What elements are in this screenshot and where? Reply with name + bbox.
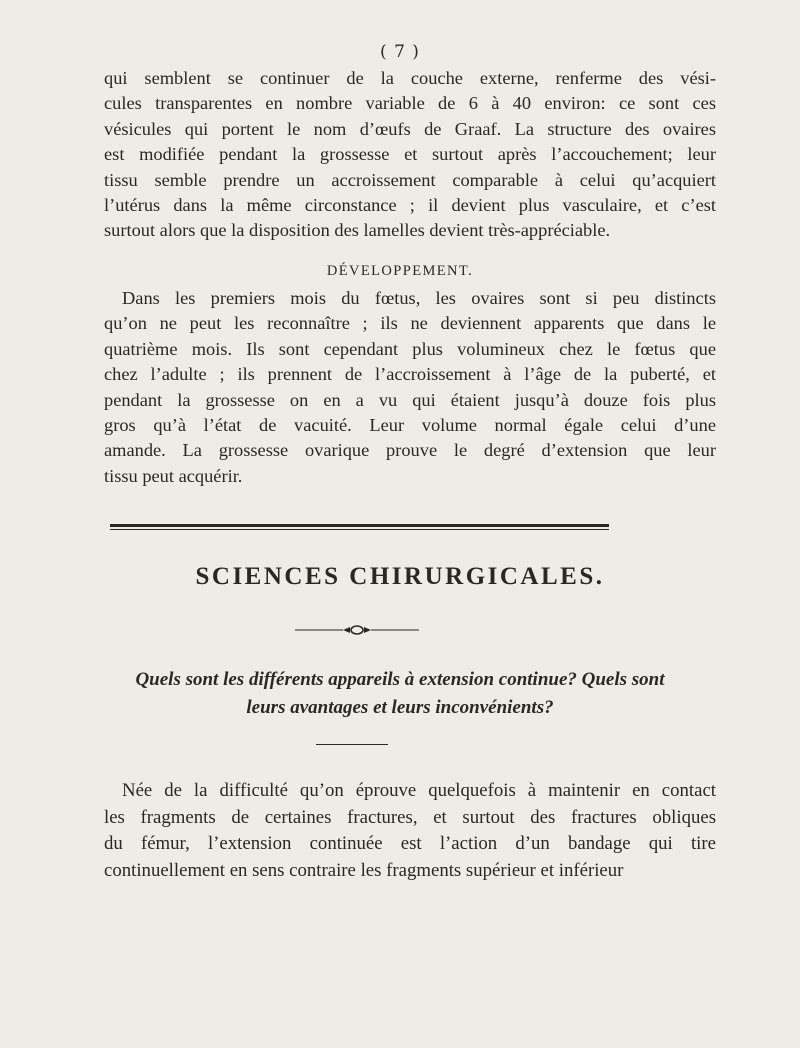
text-line: chez l’adulte ; ils prennent de l’accroissement à l’âge de la puberté, et xyxy=(104,364,716,385)
question-line: leurs avantages et leurs inconvénients? xyxy=(246,697,554,718)
page-number: ( 7 ) xyxy=(380,42,420,62)
text-line: quatrième mois. Ils sont cependant plus volumineux chez le fœtus que xyxy=(104,338,716,359)
text-line: qu’on ne peut les reconnaître ; ils ne deviennent apparents que dans le xyxy=(104,313,716,334)
text-line: tissu semble prendre un accroissement comparable à celui qu’acquiert xyxy=(104,169,716,190)
text-line: pendant la grossesse on en a vu qui étaient jusqu’à douze fois plus xyxy=(104,389,716,410)
short-rule-divider xyxy=(316,744,388,745)
text-line: est modifiée pendant la grossesse et surtout après l’accouchement; leur xyxy=(104,144,716,165)
text-line: du fémur, l’extension continuée est l’action d’un bandage qui tire xyxy=(104,833,716,855)
paragraph-developpement xyxy=(104,286,716,489)
text-line: amande. La grossesse ovarique prouve le degré d’extension que leur xyxy=(104,440,716,461)
thin-rule xyxy=(110,529,609,530)
text-line: tissu peut acquérir. xyxy=(104,465,243,486)
question-heading xyxy=(100,666,700,722)
text-line: continuellement en sens contraire les fragments supérieur et inférieur xyxy=(104,859,624,881)
double-rule-divider xyxy=(110,524,609,530)
main-heading-sciences-chirurgicales: SCIENCES CHIRURGICALES. xyxy=(195,563,605,590)
text-line: Née de la difficulté qu’on éprouve quelquefois à maintenir en contact xyxy=(122,780,716,801)
text-line: qui semblent se continuer de la couche externe, renferme des vési- xyxy=(104,68,716,88)
text-line: l’utérus dans la même circonstance ; il devient plus vasculaire, et c’est xyxy=(104,195,716,216)
text-line: les fragments de certaines fractures, et surtout des fractures obliques xyxy=(104,806,716,828)
paragraph-extension-continue xyxy=(104,778,716,884)
paragraph-ovaries-structure xyxy=(104,66,716,244)
section-heading-developpement: DÉVELOPPEMENT. xyxy=(326,263,474,279)
text-line: Dans les premiers mois du fœtus, les ovaires sont si peu distincts xyxy=(122,288,716,308)
text-line: vésicules qui portent le nom d’œufs de Graaf. La structure des ovaires xyxy=(104,118,716,139)
thick-rule xyxy=(110,524,609,527)
ornamental-rule-icon xyxy=(295,624,419,636)
text-line: cules transparentes en nombre variable de 6 à 40 environ: ce sont ces xyxy=(104,93,716,114)
text-line: surtout alors que la disposition des lamelles devient très-appréciable. xyxy=(104,220,611,241)
text-line: gros qu’à l’état de vacuité. Leur volume normal égale celui d’une xyxy=(104,415,716,436)
question-line: Quels sont les différents appareils à extension continue? Quels sont xyxy=(135,669,665,690)
